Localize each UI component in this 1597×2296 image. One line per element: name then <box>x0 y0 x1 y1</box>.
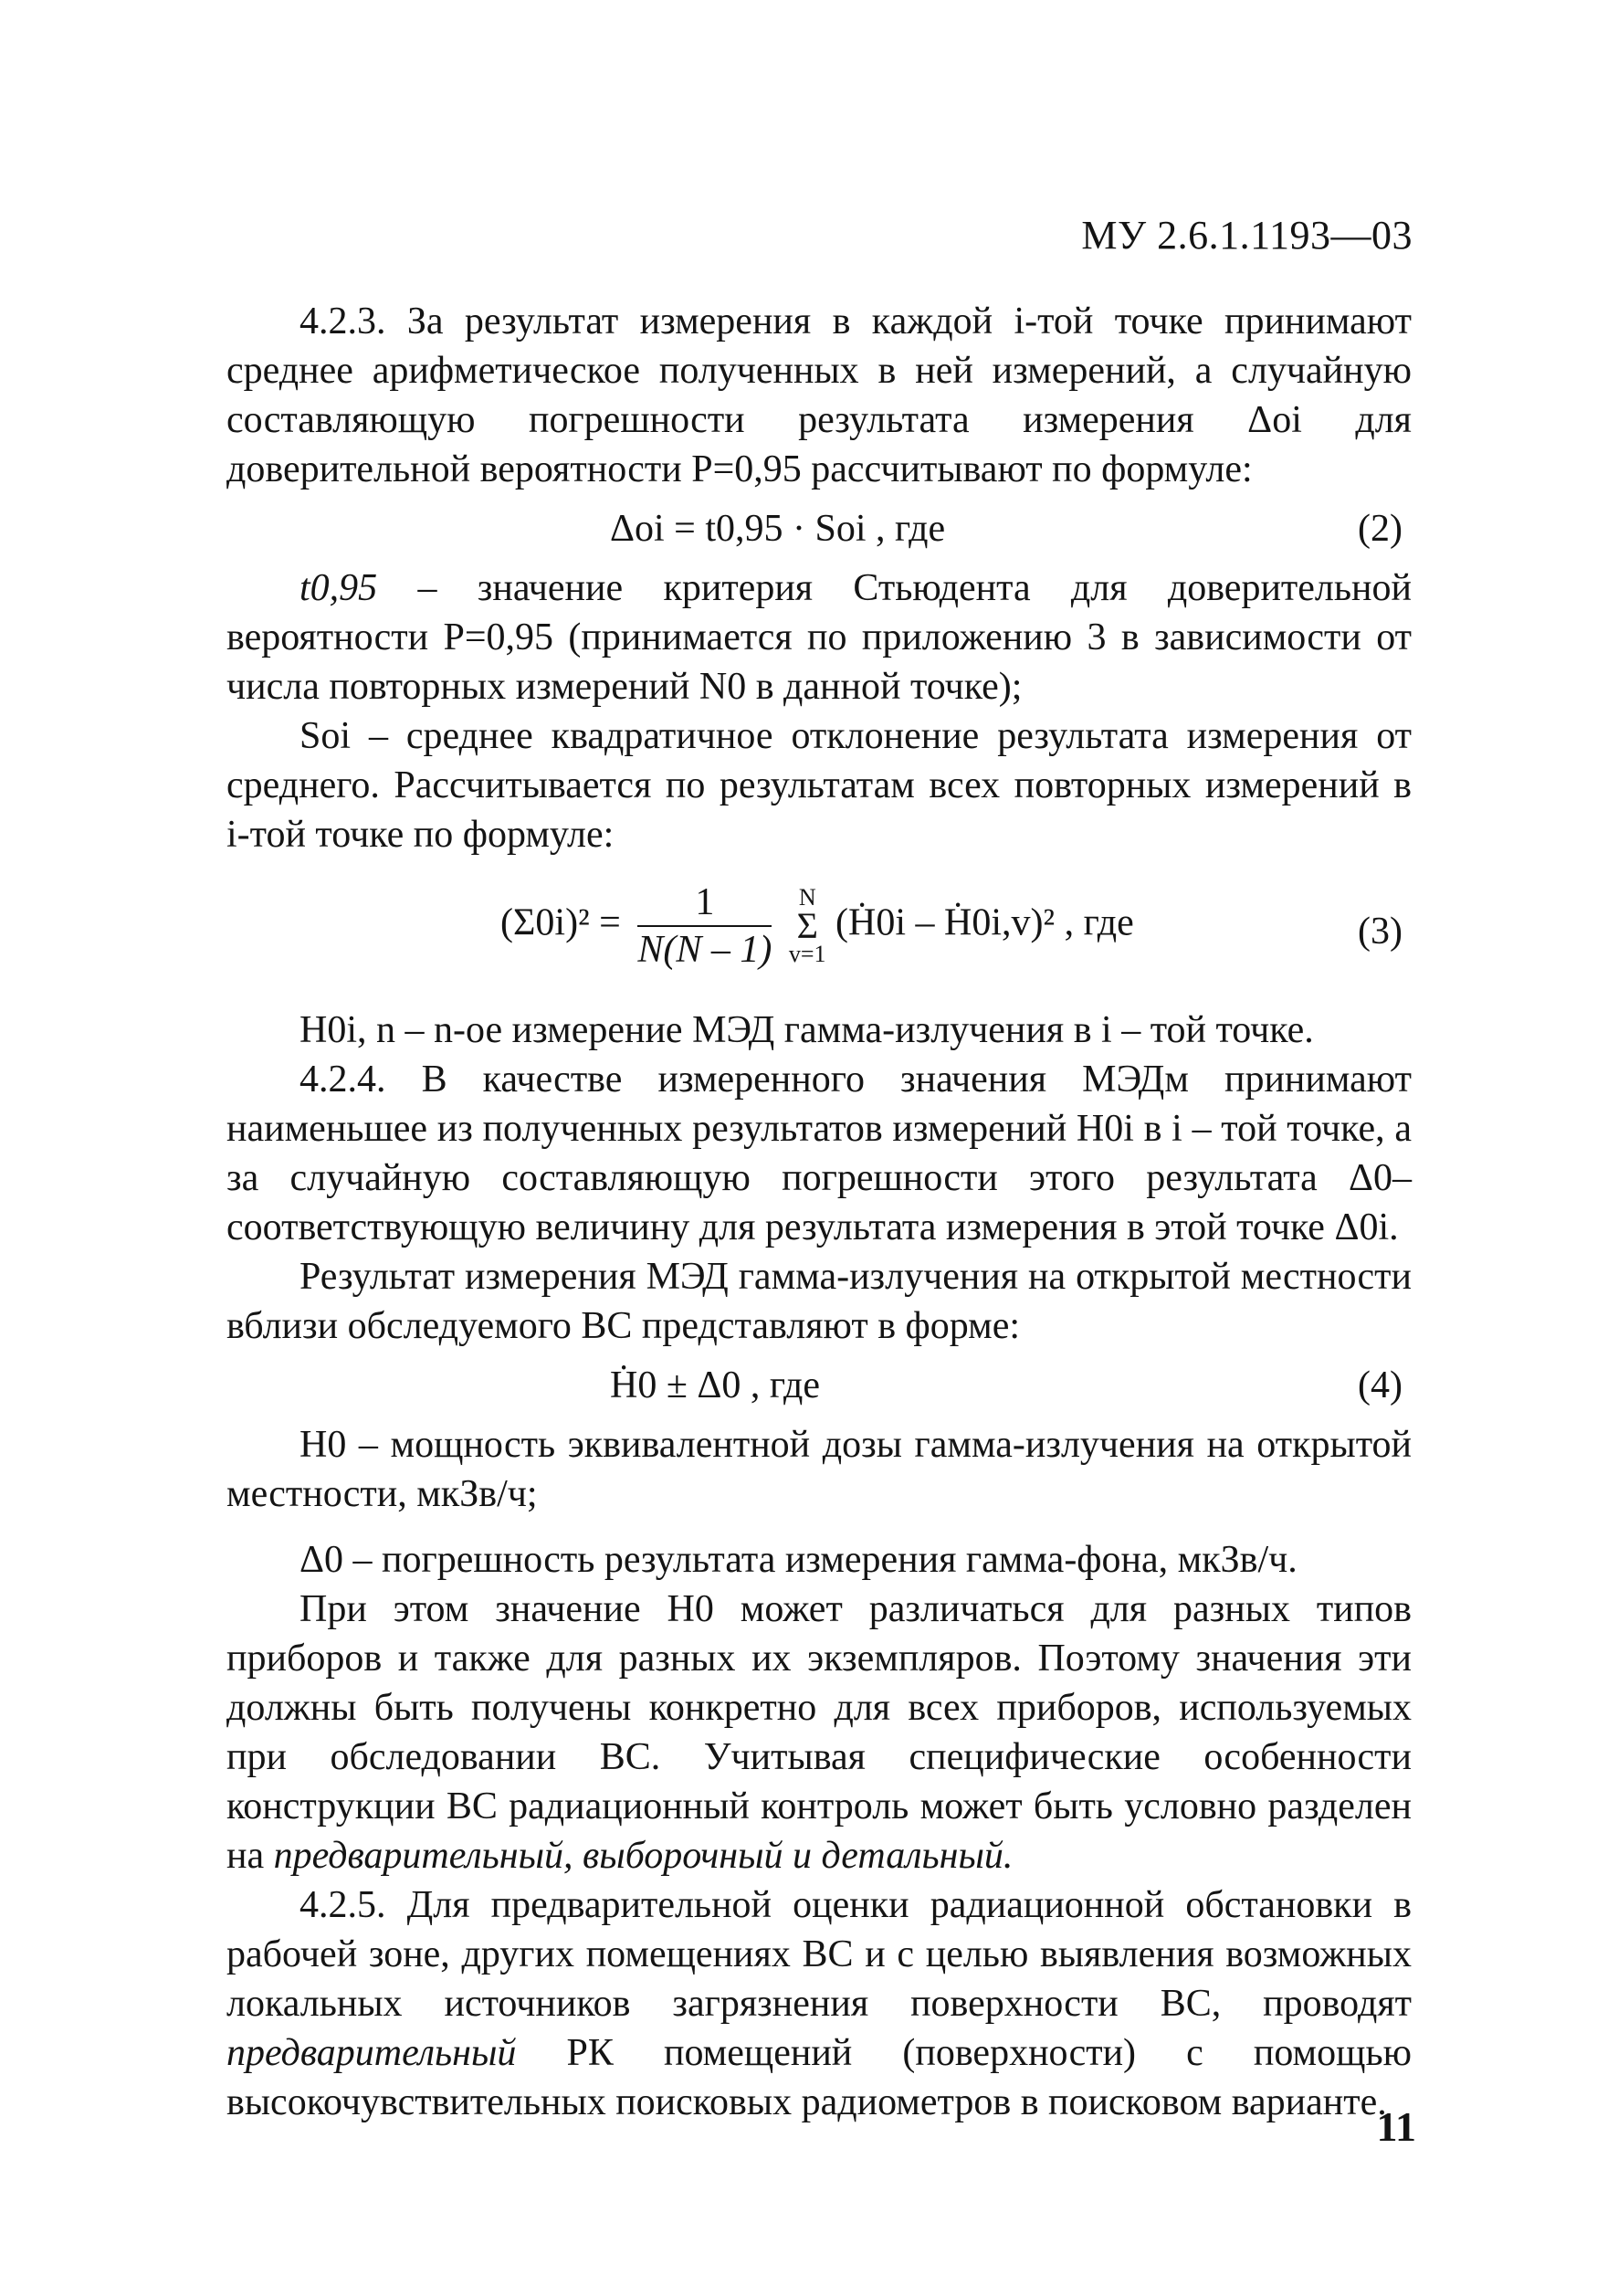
definition-s: Soi – среднее квадратичное отклонение результата измерения от среднего. Рассчитывается по результатам всех повторных измерений в i-той точке по формуле: <box>226 715 1412 856</box>
definition-t <box>226 563 1412 711</box>
paragraph-4-2-5-text-a: 4.2.5. Для предварительной оценки радиационной обстановки в рабочей зоне, других помещениях ВС и с целью выявления возможных локальных источников загрязнения поверхности ВС, проводят <box>226 1884 1412 2025</box>
formula-3-term: (Ḣ0i – Ḣ0i,v)² , где <box>835 901 1134 944</box>
formula-4-number: (4) <box>1358 1364 1403 1406</box>
formula-3 <box>226 879 1412 987</box>
formula-3-sum-bottom: v=1 <box>788 941 826 967</box>
formula-3-denominator: N(N – 1) <box>637 929 772 971</box>
paragraph-4-2-4: 4.2.4. В качестве измеренного значения МЭДм принимают наименьшее из полученных результатов измерений H0i в i – той точке, а за случайную составляющую погрешности этого результата Δ0– соответствующую величину для результата измерения в этой точке Δ0i. <box>226 1058 1412 1248</box>
formula-4 <box>226 1356 1412 1415</box>
formula-3-fraction <box>637 879 772 973</box>
document-code: МУ 2.6.1.1193—03 <box>1081 213 1413 258</box>
formula-3-sum <box>788 884 826 967</box>
formula-3-number: (3) <box>1358 911 1403 953</box>
formula-3-left: (Σ0i)² = <box>500 901 621 944</box>
definition-t-text: – значение критерия Стьюдента для доверительной вероятности P=0,95 (принимается по приложению 3 в зависимости от числа повторных измерений N0 в данной точке); <box>226 567 1412 708</box>
paragraph-control-types-text: При этом значение H0 может различаться для разных типов приборов и также для разных их экземпляров. Поэтому значения эти должны быть получены конкретно для всех приборов, используемых при обследовании ВС. Учитывая специфические особенности конструкции ВС радиационный контроль может быть условно разделен на <box>226 1588 1412 1877</box>
page-number: 11 <box>1376 2103 1416 2150</box>
paragraph-4-2-5 <box>226 1880 1412 2127</box>
definition-d0: Δ0 – погрешность результата измерения гамма-фона, мкЗв/ч. <box>299 1539 1298 1581</box>
definition-h: H0i, n – n-ое измерение МЭД гамма-излучения в i – той точке. <box>299 1009 1314 1051</box>
control-types-emphasis: предварительный, выборочный и детальный. <box>273 1835 1014 1877</box>
definition-h0: H0 – мощность эквивалентной дозы гамма-излучения на открытой местности, мкЗв/ч; <box>226 1424 1412 1515</box>
paragraph-control-types <box>226 1585 1412 1880</box>
preliminary-emphasis: предварительный <box>226 2032 517 2074</box>
formula-2-expression: Δoi = t0,95 · Soi , где <box>610 508 946 550</box>
paragraph-4-2-3: 4.2.3. За результат измерения в каждой i-той точке принимают среднее арифметическое полученных в ней измерений, а случайную составляющую погрешности результата измерения Δoi для доверительной вероятности P=0,95 рассчитывают по формуле: <box>226 300 1412 490</box>
formula-3-sum-top: N <box>798 884 816 911</box>
page-body <box>226 297 1412 2127</box>
formula-2 <box>226 500 1412 558</box>
definition-t-symbol: t0,95 <box>299 567 378 609</box>
formula-2-number: (2) <box>1358 508 1403 550</box>
sigma-symbol: Σ <box>796 905 818 946</box>
formula-4-expression: Ḣ0 ± Δ0 , где <box>610 1364 821 1406</box>
paragraph-result-form: Результат измерения МЭД гамма-излучения на открытой местности вблизи обследуемого ВС представляют в форме: <box>226 1256 1412 1347</box>
formula-3-expression <box>500 879 1134 973</box>
formula-3-numerator: 1 <box>637 879 772 927</box>
paragraph-4-2-5-text-b: РК помещений (поверхности) с помощью высокочувствительных поисковых радиометров в поисковом варианте. <box>226 2032 1412 2123</box>
